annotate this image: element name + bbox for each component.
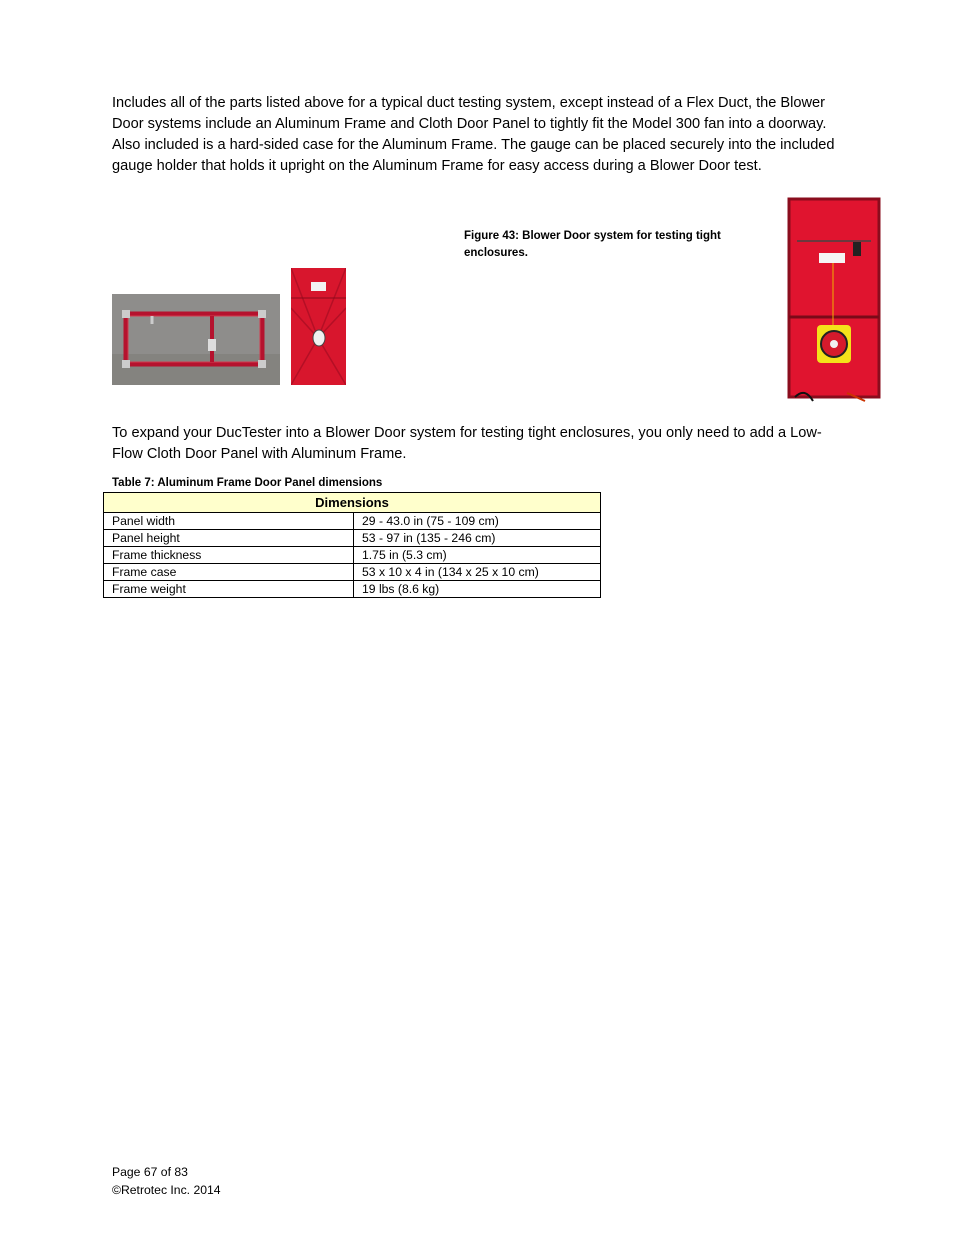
table-row <box>104 513 601 530</box>
copyright: ©Retrotec Inc. 2014 <box>112 1183 221 1197</box>
row-label: Panel height <box>104 530 354 547</box>
table-row <box>104 564 601 581</box>
table-row <box>104 530 601 547</box>
table-row <box>104 581 601 598</box>
table-row <box>104 547 601 564</box>
expand-paragraph: To expand your DucTester into a Blower Door system for testing tight enclosures, you only need to add a Low-Flow Cloth Door Panel with Aluminum Frame. <box>112 425 822 462</box>
row-label: Frame thickness <box>104 547 354 564</box>
figure-caption: Figure 43: Blower Door system for testing tight enclosures. <box>464 230 721 259</box>
dimensions-table <box>103 492 601 598</box>
cloth-door-panel-photo <box>291 268 346 385</box>
table-header: Dimensions <box>104 493 601 513</box>
intro-paragraph: Includes all of the parts listed above for a typical duct testing system, except instead of a Flex Duct, the Blower Door systems include an Aluminum Frame and Cloth Door Panel to tightly fit the Model 300 fan into a doorway. Also included is a hard-sided case for the Aluminum Frame. The gauge can be placed securely into the included gauge holder that holds it upright on the Aluminum Frame for easy access during a Blower Door test. <box>112 95 835 174</box>
row-value: 1.75 in (5.3 cm) <box>354 547 601 564</box>
row-label: Frame weight <box>104 581 354 598</box>
row-value: 53 - 97 in (135 - 246 cm) <box>354 530 601 547</box>
installed-blower-door-photo <box>785 197 884 407</box>
row-label: Frame case <box>104 564 354 581</box>
row-value: 29 - 43.0 in (75 - 109 cm) <box>354 513 601 530</box>
page-number: Page 67 of 83 <box>112 1165 188 1179</box>
table-caption: Table 7: Aluminum Frame Door Panel dimensions <box>112 477 383 489</box>
row-label: Panel width <box>104 513 354 530</box>
row-value: 19 lbs (8.6 kg) <box>354 581 601 598</box>
aluminum-frame-photo <box>112 294 280 385</box>
row-value: 53 x 10 x 4 in (134 x 25 x 10 cm) <box>354 564 601 581</box>
